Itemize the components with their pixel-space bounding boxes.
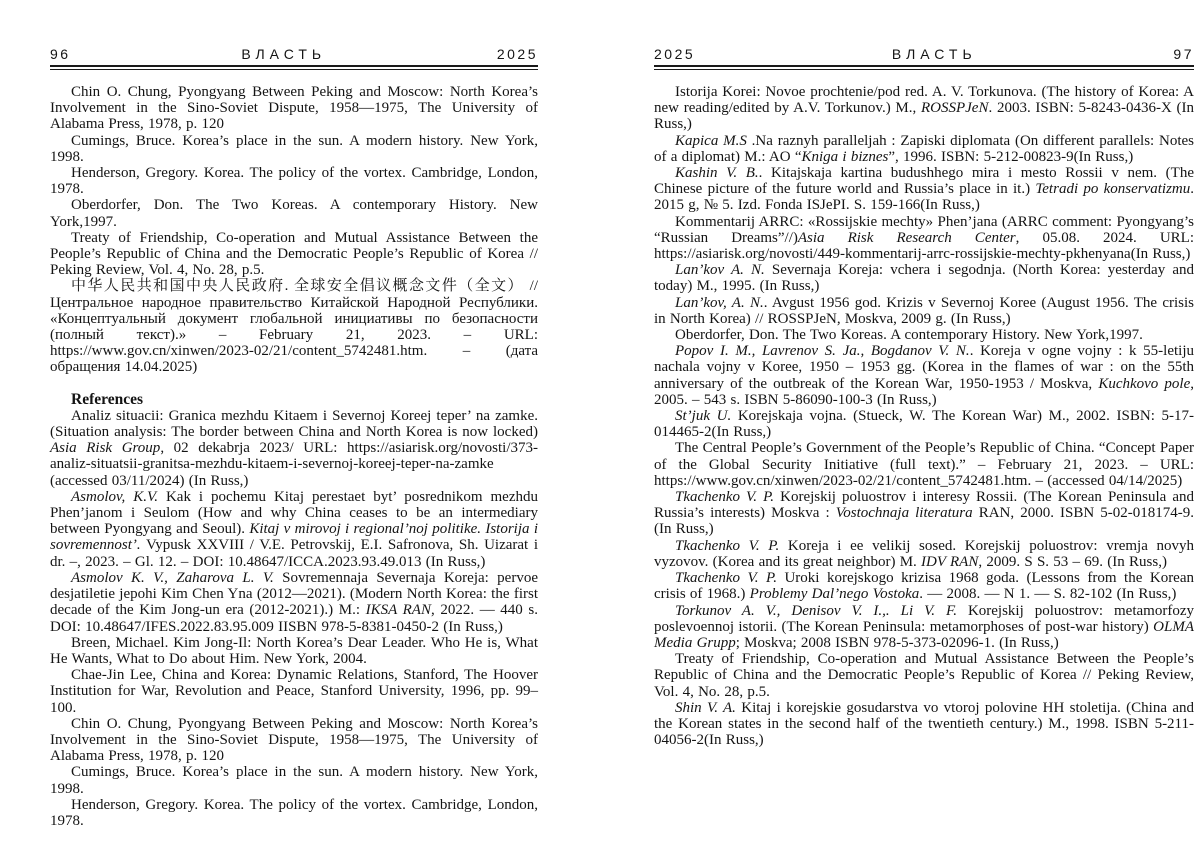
journal-title: ВЛАСТЬ — [241, 46, 327, 62]
right-page — [654, 46, 1194, 748]
header-rule — [50, 65, 538, 70]
text-segment: Uroki korejskogo krizisa 1968 goda. (Lessons from the Korean crisis of 1968.) — [654, 570, 1195, 603]
year-label: 2025 — [654, 46, 696, 62]
italic-text-segment: Asmolov, K.V. — [71, 488, 158, 505]
reference-paragraph — [50, 667, 538, 716]
text-segment: Cumings, Bruce. Korea’s place in the sun. A modern history. New York, 1998. — [50, 764, 538, 797]
text-segment: Kommentarij ARRC: «Rossijskie mechty» Phen’jana (ARRC comment: Pyongyang’s “Russian Dreams”//) — [654, 213, 1194, 246]
text-segment: Korejskij poluostrov: metamorfozy poslevoennoj istorii. (The Korean Peninsula: metamorphoses of post-war history) — [654, 602, 1194, 635]
reference-paragraph — [50, 84, 538, 133]
text-segment: . — 2008. — N 1. — S. 82-102 (In Russ,) — [919, 586, 1177, 603]
reference-paragraph — [654, 295, 1194, 327]
italic-text-segment: Tkachenko V. P. — [675, 489, 775, 506]
text-segment: , 05.08. 2024. URL: https://asiarisk.org/novosti/449-kommentarij-arrc-rossijskie-mechty-pkhenyana(In Russ,) — [654, 229, 1194, 263]
reference-paragraph — [50, 635, 538, 667]
text-segment: Oberdorfer, Don. The Two Koreas. A contemporary History. New York,1997. — [50, 197, 538, 230]
reference-paragraph — [50, 133, 538, 165]
references-heading: References — [71, 390, 144, 408]
reference-paragraph — [50, 797, 538, 829]
page-number: 96 — [50, 46, 71, 62]
text-segment: , 2022. — 440 s. DOI: 10.48647/IFES.2022.83.95.009 IISBN 978-5-8381-0450-2 (In Russ,) — [50, 602, 538, 635]
reference-paragraph — [654, 538, 1194, 570]
text-segment: The Central People’s Government of the People’s Republic of China. “Concept Paper of the Global Security Initiative (full text).” – February 21, 2023. – URL: https://www.gov.cn/xinwen/2023-02/21/content_5742481.htm. – (accessed 04/14/2025) — [654, 440, 1194, 489]
left-page-body — [50, 84, 538, 829]
text-segment: Kitaj i korejskie gosudarstva vo vtoroj polovine HH stoletija. (China and the Korean states in the second half of the twentieth century.) M., 1998. ISBN 5-211-04056-2(In Russ,) — [654, 699, 1194, 749]
italic-text-segment: Tkachenko V. P. — [675, 570, 777, 587]
italic-text-segment: Lan’kov, A. N. — [675, 294, 764, 311]
text-segment: Koreja i ee velikij sosed. Korejskij poluostrov: vremja novyh vyzovov. (Korea and its great neighbor) M. — [654, 537, 1194, 570]
text-segment: Korejskaja vojna. (Stueck, W. The Korean War) M., 2002. ISBN: 5-17-014465-2(In Russ,) — [654, 408, 1194, 441]
reference-paragraph — [654, 262, 1194, 294]
text-segment: Istorija Korei: Novoe prochtenie/pod red. A. V. Torkunova. (The history of Korea: A new reading/edited by A.V. Torkunov.) M., — [654, 84, 1194, 117]
italic-text-segment: Problemy Dal’nego Vostoka — [749, 586, 920, 603]
italic-text-segment: St’juk U. — [675, 408, 732, 425]
italic-text-segment: OLMA Media Grupp — [654, 618, 1194, 651]
header-rule — [654, 65, 1194, 70]
text-segment: Vypusk XXVIII / V.E. Petrovskij, E.I. Safronova, Sh. Uizarat i dr. –, 2023. – Gl. 12. – DOI: 10.48647/ICCA.2023.93.49.013 (In Russ,) — [50, 537, 538, 570]
italic-text-segment: Asmolov K. V., Zaharova L. V. — [71, 569, 274, 586]
text-segment: . 2015 g, № 5. Izd. Fonda ISJePI. S. 159-166(In Russ,) — [654, 181, 1194, 214]
italic-text-segment: Asia Risk Group — [50, 440, 161, 457]
reference-paragraph — [50, 230, 538, 279]
references-list — [50, 408, 538, 829]
italic-text-segment: Kuchkovo pole — [1098, 375, 1191, 392]
text-segment: . 2003. ISBN: 5-8243-0436-X (In Russ,) — [654, 100, 1195, 133]
text-segment: Treaty of Friendship, Co-operation and Mutual Assistance Between the People’s Republic of China and the Democratic People’s Republic of Korea // Peking Review, Vol. 4, No. 28, p.5. — [50, 229, 538, 279]
left-page-header — [50, 46, 538, 65]
reference-paragraph — [50, 408, 538, 489]
text-segment: Kak i pochemu Kitaj perestaet byt’ posrednikom mezhdu Phen’janom i Seulom (How and why China ceases to be an intermediary between Pyongyang and Seoul). — [50, 488, 538, 538]
journal-title: ВЛАСТЬ — [891, 46, 977, 62]
reference-paragraph — [654, 700, 1194, 749]
reference-paragraph — [654, 651, 1194, 700]
reference-paragraph — [50, 489, 538, 570]
text-segment: . Avgust 1956 god. Krizis v Severnoj Koree (August 1956. The crisis in North Korea) // ROSSPJeN, Moskva, 2009 g. (In Russ,) — [654, 294, 1195, 327]
text-segment: ”, 1996. ISBN: 5-212-00823-9(In Russ,) — [888, 148, 1134, 165]
reference-paragraph — [50, 716, 538, 765]
text-segment: Chin O. Chung, Pyongyang Between Peking and Moscow: North Korea’s Involvement in the Sino-Soviet Dispute, 1958—1975, The University of Alabama Press, 1978, p. 120 — [50, 715, 538, 765]
italic-text-segment: Popov I. M., Lavrenov S. Ja., Bogdanov V. N. — [675, 343, 970, 360]
reference-paragraph — [50, 197, 538, 229]
intro-paragraphs-list — [50, 84, 538, 376]
reference-paragraph — [654, 327, 1194, 343]
italic-text-segment: ROSSPJeN — [920, 100, 989, 117]
left-page — [50, 46, 538, 829]
italic-text-segment: IKSA RAN — [365, 602, 431, 619]
text-segment: ; Moskva; 2008 ISBN 978-5-373-02096-1. (In Russ,) — [735, 634, 1059, 651]
italic-text-segment: Kashin V. B. — [675, 165, 759, 182]
reference-paragraph — [50, 764, 538, 796]
text-segment: RAN, 2000. ISBN 5-02-018174-9. (In Russ,) — [654, 505, 1194, 538]
italic-text-segment: Asia Risk Research Center — [797, 229, 1016, 246]
italic-text-segment: IDV RAN — [921, 553, 979, 570]
text-segment: .Na raznyh paralleljah : Zapiski diplomata (On different parallels: Notes of a diplomat) M.: AO “ — [654, 132, 1194, 165]
italic-text-segment: Torkunov A. V., Denisov V. I.,. Li V. F. — [675, 602, 957, 619]
text-segment: Henderson, Gregory. Korea. The policy of the vortex. Cambridge, London, 1978. — [50, 796, 538, 829]
text-segment: , 02 dekabrja 2023/ URL: https://asiarisk.org/novosti/373-analiz-situatsii-granitsa-mezhdu-kitaem-i-severnoj-koreej-teper-na-zamke (accessed 03/11/2024) (In Russ,) — [50, 440, 538, 489]
right-page-header — [654, 46, 1194, 65]
italic-text-segment: Shin V. A. — [675, 699, 736, 716]
page-number: 97 — [1173, 46, 1194, 62]
reference-paragraph — [654, 408, 1194, 440]
text-segment: , 2005. – 543 s. ISBN 5-86090-100-3 (In Russ,) — [654, 375, 1194, 408]
reference-paragraph — [654, 489, 1194, 538]
italic-text-segment: Lan’kov A. N. — [675, 262, 765, 279]
italic-text-segment: Vostochnaja literatura — [835, 505, 973, 522]
right-page-body — [654, 84, 1194, 748]
text-segment: Treaty of Friendship, Co-operation and Mutual Assistance Between the People’s Republic of China and the Democratic People’s Republic of Korea // Peking Review, Vol. 4, No. 28, p.5. — [654, 651, 1194, 700]
reference-paragraph — [654, 603, 1194, 652]
reference-paragraph — [654, 214, 1194, 263]
italic-text-segment: Kniga i biznes — [801, 148, 889, 165]
reference-paragraph — [654, 133, 1194, 165]
text-segment: Cumings, Bruce. Korea’s place in the sun. A modern history. New York, 1998. — [50, 132, 538, 165]
italic-text-segment: Kapica M.S — [675, 132, 747, 149]
text-segment: Henderson, Gregory. Korea. The policy of the vortex. Cambridge, London, 1978. — [50, 165, 538, 198]
text-segment: Korejskij poluostrov i interesy Rossii. (The Korean Peninsula and Russia’s interests) Moskva : — [654, 489, 1194, 522]
italic-text-segment: Tetradi po konservatizmu — [1035, 181, 1191, 198]
text-segment: . Kitajskaja kartina budushhego mira i mesto Rossii v nem. (The Chinese picture of the future world and Russia’s place in it.) — [654, 165, 1194, 198]
text-segment: Oberdorfer, Don. The Two Koreas. A contemporary History. New York,1997. — [675, 327, 1143, 344]
reference-paragraph — [50, 570, 538, 635]
text-segment: 中华人民共和国中央人民政府. 全球安全倡议概念文件（全文） // Центральное народное правительство Китайской Народной Республики. «Концептуальный документ глобальной инициативы по безопасности (полный текст).» – February 21, 2023. – URL: https://www.gov.cn/xinwen/2023-02/21/content_5742481.htm. – (дата обращения 14.04.2025) — [50, 278, 538, 376]
text-segment: Sovremennaja Severnaja Koreja: pervoe desjatiletie jepohi Kim Chen Yna (2012—2021). (Modern North Korea: the first decade of the Kim Jong-un era (2012-2021).) M.: — [50, 569, 538, 619]
text-segment: Breen, Michael. Kim Jong-Il: North Korea’s Dear Leader. Who He is, What He Wants, What to Do about Him. New York, 2004. — [50, 634, 538, 667]
text-segment: Chin O. Chung, Pyongyang Between Peking and Moscow: North Korea’s Involvement in the Sino-Soviet Dispute, 1958—1975, The University of Alabama Press, 1978, p. 120 — [50, 84, 538, 133]
reference-paragraph — [50, 165, 538, 197]
text-segment: Chae-Jin Lee, China and Korea: Dynamic Relations, Stanford, The Hoover Institution for War, Revolution and Peace, Stanford University, 1996, pp. 99–100. — [50, 667, 538, 716]
reference-paragraph — [654, 84, 1194, 133]
references-list — [654, 84, 1194, 748]
reference-paragraph — [654, 343, 1194, 408]
italic-text-segment: Tkachenko V. P. — [675, 537, 780, 554]
italic-text-segment: Kitaj v mirovoj i regional’noj politike. Istorija i sovremennost’. — [50, 521, 539, 554]
text-segment: . Koreja v ogne vojny : k 55-letiju nachala vojny v Koree, 1950 – 1953 gg. (Korea in the flames of war : on the 55th anniversary of the outbreak of the Korean War, 1950-1953 / Moskva, — [654, 343, 1194, 392]
text-segment: Analiz situacii: Granica mezhdu Kitaem i Severnoj Koreej teper’ na zamke. (Situation analysis: The border between China and North Korea is now locked) — [50, 407, 538, 441]
text-segment: Severnaja Koreja: vchera i segodnja. (North Korea: yesterday and today) M., 1995. (In Russ,) — [654, 262, 1194, 295]
text-segment: , 2009. S S. 53 – 69. (In Russ,) — [978, 553, 1167, 570]
reference-paragraph — [50, 278, 538, 375]
reference-paragraph — [654, 165, 1194, 214]
reference-paragraph — [654, 570, 1194, 602]
year-label: 2025 — [496, 46, 538, 62]
reference-paragraph — [654, 440, 1194, 489]
